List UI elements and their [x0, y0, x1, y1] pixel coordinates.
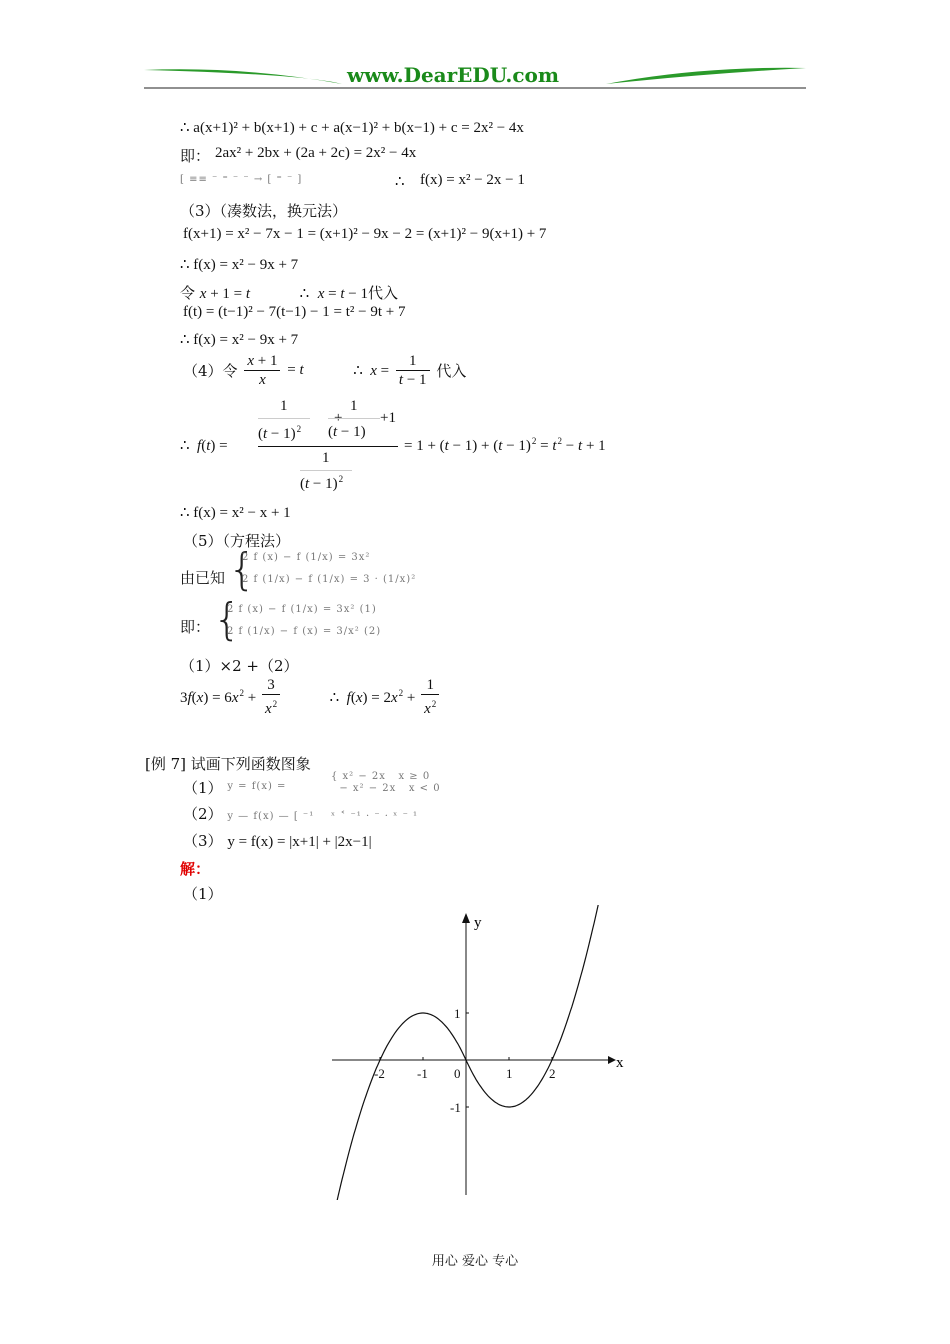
y-tick-label: -1	[450, 1100, 461, 1115]
example-7-title: [例 7] 试画下列函数图象	[145, 755, 311, 773]
y-axis-label: y	[474, 915, 482, 931]
result-line-3: f(x) = x² − 2x − 1	[420, 172, 525, 188]
ling-label: 令	[180, 284, 196, 302]
equation-line-1: ∴ a(x+1)² + b(x+1) + c + a(x−1)² + b(x−1) + c = 2x² − 4x	[180, 120, 524, 136]
header-banner	[142, 62, 808, 92]
section-4-line-1: （4）令 $\frac{x + 1}{x}$ = t ∴ x = $\frac{1}{t - 1}$ 代入	[183, 353, 467, 388]
site-logo-text: www.DearEDU.com	[347, 63, 560, 87]
section-3-title: （3）（凑数法，换元法）	[180, 202, 348, 220]
x-tick-label: 1	[506, 1066, 513, 1081]
equation-line-2: 2ax² + 2bx + (2a + 2c) = 2x² − 4x	[215, 145, 417, 161]
item-2-label: （2）	[183, 805, 223, 823]
footer-text: 用心 爱心 专心	[431, 1254, 519, 1269]
example-7-item-2: （2） y — f(x) — [ ⁻¹ ˣ ˂ ⁻¹ · ⁻ · ˣ ⁻ ¹	[183, 805, 419, 823]
function-graph	[320, 905, 630, 1200]
x-axis-label: x	[616, 1055, 624, 1071]
x-tick-label: -1	[417, 1066, 428, 1081]
item-3-label: （3）	[183, 832, 223, 850]
section-3-line-4: f(t) = (t−1)² − 7(t−1) − 1 = t² − 9t + 7	[183, 304, 406, 320]
x-tick-label: 0	[454, 1066, 461, 1081]
item-3-formula: y = f(x) = |x+1| + |2x−1|	[227, 834, 372, 850]
therefore-symbol: ∴	[395, 174, 405, 190]
faint-system-1: [ ≡≡ ⁻ ⁼ ⁻ ⁻ → [ ⁼ ⁻ ]	[180, 174, 303, 185]
y-axis-arrow-icon	[462, 913, 470, 923]
y-tick-label: 1	[454, 1006, 461, 1021]
fraction-x1-over-x: $\frac{x + 1}{x}$	[244, 352, 280, 389]
dairu-label: 代入	[367, 284, 398, 302]
dairu-label-2: 代入	[436, 362, 467, 380]
solution-label: 解：	[180, 860, 211, 878]
ji-label: 即：	[180, 147, 211, 165]
graph-label: （1）	[183, 885, 223, 903]
x-tick-label: 2	[549, 1066, 556, 1081]
function-curve	[337, 905, 599, 1200]
x-axis-arrow-icon	[608, 1056, 616, 1064]
example-7-item-1: （1） $^{y = f(x) =}$ { x² − 2x x ≥ 0 − x² − 2x x < 0	[183, 771, 441, 797]
x-tick-label: -2	[374, 1066, 385, 1081]
combine-line: （1）×2 +（2）	[180, 657, 299, 675]
section-4-result: ∴ f(x) = x² − x + 1	[180, 505, 291, 521]
section-5-title: （5）（方程法）	[183, 532, 291, 550]
section-3-line-3: 令 x + 1 = t ∴ x = t − 1代入	[180, 284, 398, 302]
known-label: 由已知	[180, 569, 226, 587]
fraction-1-over-t-1: $\frac{1}{t - 1}$	[396, 352, 430, 389]
section-3-line-5: ∴ f(x) = x² − 9x + 7	[180, 332, 299, 348]
item-1-label: （1）	[183, 779, 223, 797]
section-4-label: （4）令	[183, 362, 238, 380]
ji-label-2: 即：	[180, 618, 211, 636]
section-3-line-2: ∴ f(x) = x² − 9x + 7	[180, 257, 299, 273]
section-3-line-1: f(x+1) = x² − 7x − 1 = (x+1)² − 9x − 2 = (x+1)² − 9(x+1) + 7	[183, 226, 547, 242]
section-5-final: $3f(x) = 6x^2$ + $\frac{3}{x^2}$ ∴ $f(x) = 2x^2$ + $\frac{1}{x^2}$	[180, 676, 441, 718]
therefore-symbol: ∴	[299, 284, 310, 302]
example-7-item-3	[183, 830, 372, 851]
